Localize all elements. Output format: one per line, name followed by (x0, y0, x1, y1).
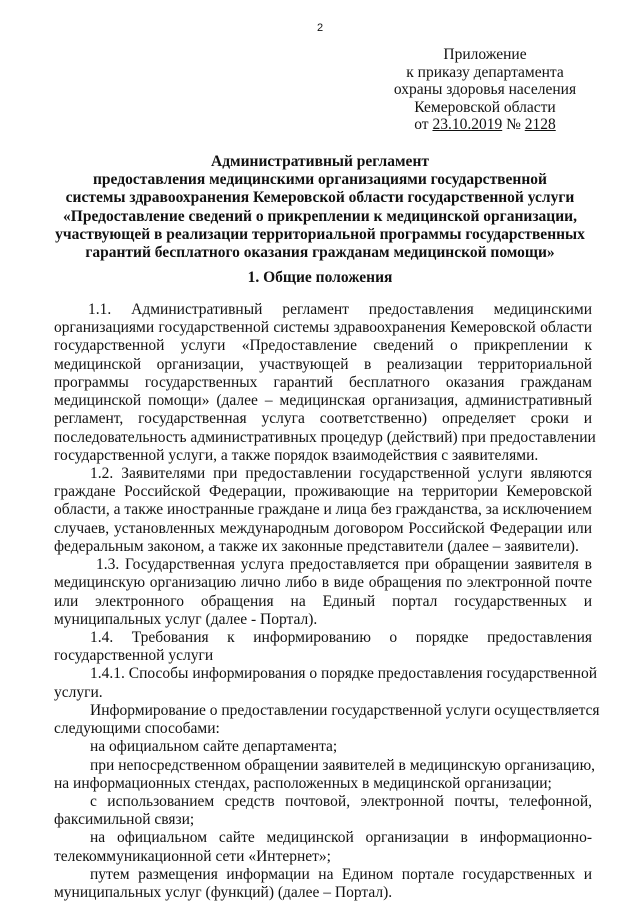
body-line: программы государственных гарантий бесплатного оказания гражданам (54, 373, 592, 391)
title-line: системы здравоохранения Кемеровской области государственной услуги (65, 189, 575, 207)
body-line: следующими способами: (54, 720, 220, 737)
body-line: на информационных стендах, расположенных в медицинской организации; (54, 774, 552, 792)
title-line: гарантий бесплатного оказания гражданам медицинской помощи» (85, 244, 555, 262)
body-line: 1.3. Государственная услуга предоставляется при обращении заявителя в (96, 556, 592, 574)
title-line: предоставления медицинскими организациями государственной (93, 171, 547, 189)
title-line: участвующей в реализации территориальной программы государственных (55, 225, 585, 243)
body-line: медицинской помощи» (далее – медицинская организация, административный (54, 392, 592, 410)
title-line: Административный регламент (211, 153, 429, 170)
body-line: области, а также иностранные граждане и лица без гражданства, за исключением (54, 501, 592, 519)
body-line: государственной услуги (54, 647, 214, 665)
appendix-block (380, 46, 590, 134)
body-line: Информирование о предоставлении государственной услуги осуществляется (90, 701, 600, 719)
body-line: телекоммуникационной сети «Интернет»; (54, 847, 331, 865)
body-line: с использованием средств почтовой, электронной почты, телефонной, (90, 792, 592, 810)
body-line: медицинской организации, участвующей в реализации территориальной (54, 355, 592, 373)
order-date: 23.10.2019 (432, 116, 503, 133)
body-line: граждане Российской Федерации, проживающие на территории Кемеровской (54, 483, 592, 501)
body-line: на официальном сайте департамента; (90, 738, 338, 756)
body-line: 1.2. Заявителями при предоставлении государственной услуги являются (90, 465, 592, 482)
body-line: организациями государственной системы здравоохранения Кемеровской области (54, 319, 592, 337)
body-line: 1.4.1. Способы информирования о порядке предоставления государственной (90, 665, 598, 683)
body-line: государственной услуги, а также порядок взаимодействия с заявителями. (54, 446, 539, 464)
body-line: муниципальных услуг (функций) (далее – Портал). (54, 884, 393, 901)
appendix-line: Приложение (443, 46, 527, 63)
body-line: услуги. (54, 683, 103, 701)
body-line: случаев, установленных международным договором Российской Федерации или (54, 519, 592, 537)
body-line: при непосредственном обращении заявителей в медицинскую организацию, (90, 756, 596, 774)
body-line: на официальном сайте медицинской организации в информационно- (90, 829, 592, 847)
appendix-line: охраны здоровья населения (393, 81, 577, 98)
body-line: 1.4. Требования к информированию о порядке предоставления (90, 628, 592, 646)
body-line: федеральным законом, а также их законные представители (далее – заявители). (54, 537, 579, 555)
body-line: регламент, государственная услуга соответственно) определяет сроки и (54, 410, 592, 428)
order-num-sign: № (502, 116, 525, 133)
appendix-line: Кемеровской области (414, 98, 556, 116)
appendix-order-line (380, 116, 590, 134)
order-number: 2128 (524, 116, 556, 133)
body-line: или электронного обращения на Единый портал государственных и (54, 592, 592, 610)
body-line: государственной услуги «Предоставление сведений о прикреплении к (54, 337, 592, 355)
body-line: медицинскую организацию лично либо в виде обращения по электронной почте (54, 574, 592, 592)
title-line: «Предоставление сведений о прикреплении к медицинской организации, (63, 207, 577, 225)
body-line: путем размещения информации на Едином портале государственных и (90, 865, 592, 883)
body-line: муниципальных услуг (далее - Портал). (54, 610, 318, 628)
body-line: 1.1. Административный регламент предоставления медицинскими (88, 301, 592, 318)
section-title: 1. Общие положения (247, 269, 393, 286)
document-title (40, 153, 600, 262)
appendix-line: к приказу департамента (406, 63, 564, 81)
page-number: 2 (316, 22, 324, 34)
body-line: последовательность административных процедур (действий) при предоставлении (54, 428, 596, 446)
order-prefix: от (414, 116, 433, 133)
body-line: факсимильной связи; (54, 811, 195, 829)
